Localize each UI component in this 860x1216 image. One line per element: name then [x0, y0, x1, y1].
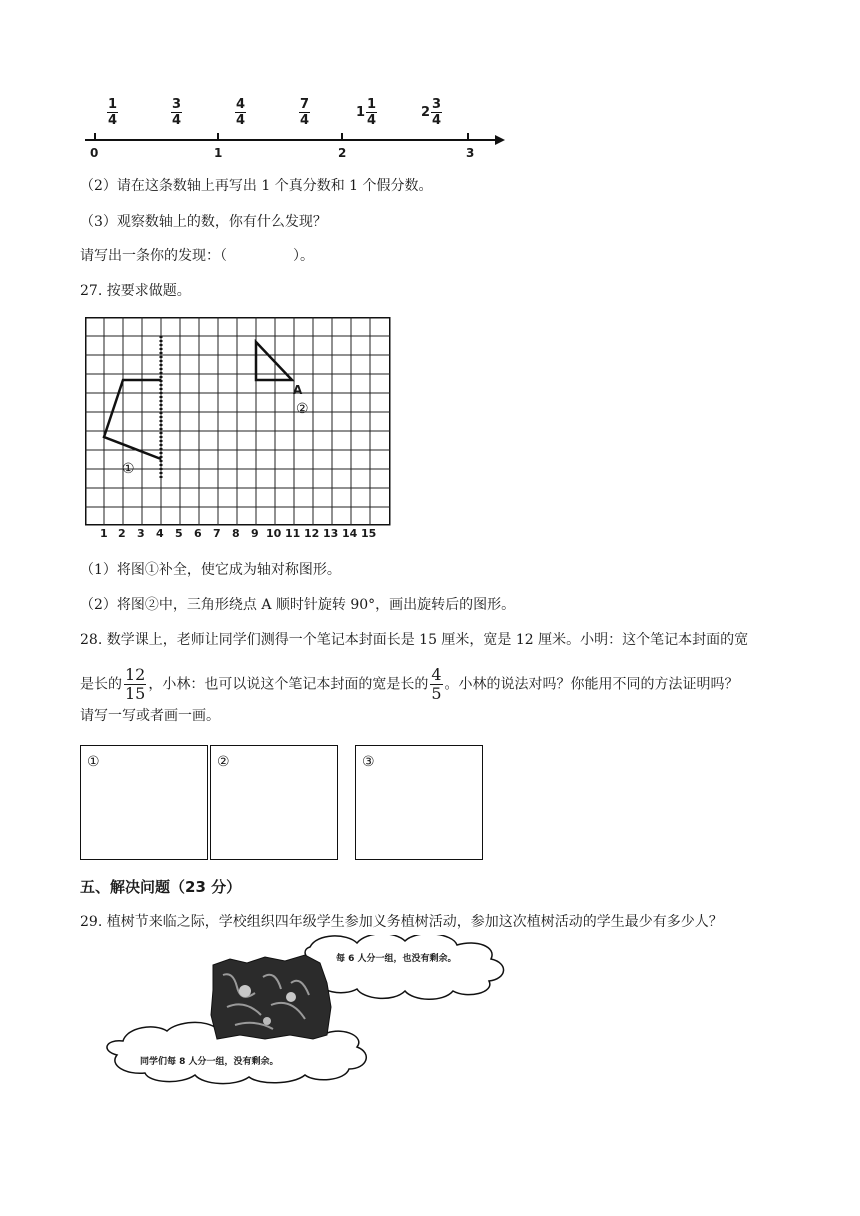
grid-column-number: 11: [285, 527, 301, 540]
point-a-label: A: [293, 383, 303, 397]
q28-line3: 请写一写或者画一画。: [80, 708, 220, 724]
number-line-fraction: 7 4: [300, 97, 310, 128]
number-line-fraction: 4 4: [236, 97, 246, 128]
tick-label-0: 0: [90, 146, 99, 160]
grid-column-number: 4: [156, 527, 164, 540]
answer-box-label: ③: [362, 754, 375, 770]
grid-figure: [85, 317, 392, 527]
grid-column-number: 1: [100, 527, 108, 540]
cloud-bottom-text: 同学们每 8 人分一组，没有剩余。: [140, 1057, 279, 1067]
tick-label-1: 1: [214, 146, 223, 160]
figure-1-half: [104, 380, 161, 459]
grid-column-number: 6: [194, 527, 202, 540]
grid-column-number: 3: [137, 527, 145, 540]
q26-answer-prompt: [80, 246, 314, 266]
q28-text-a: 是长的: [80, 676, 122, 693]
number-line-fraction: 1 4: [108, 97, 118, 128]
answer-box-label: ①: [87, 754, 100, 770]
q28-text-c: 。小林的说法对吗？你能用不同的方法证明吗？: [444, 676, 739, 693]
answer-box-1[interactable]: [80, 745, 208, 860]
answer-prompt-close: ）。: [293, 248, 314, 264]
figure-2-label: ②: [296, 401, 309, 417]
grid-column-number: 13: [323, 527, 339, 540]
fraction-12-15: $\frac{12}{15}$: [125, 665, 146, 703]
grid-column-number: 7: [213, 527, 221, 540]
students-crowd-image: [211, 955, 331, 1039]
number-line-fraction: 3 4: [172, 97, 182, 128]
tick-label-3: 3: [466, 146, 475, 160]
number-line-fraction: 2 3 4: [421, 97, 442, 128]
grid-column-number: 5: [175, 527, 183, 540]
grid-column-number: 2: [118, 527, 126, 540]
number-line-axis: [80, 128, 510, 152]
q28-line2: [80, 666, 739, 703]
grid-column-number: 14: [342, 527, 358, 540]
tick-label-2: 2: [338, 146, 347, 160]
q29-text: 29. 植树节来临之际，学校组织四年级学生参加义务植树活动，参加这次植树活动的学生最少有多少人？: [80, 914, 723, 930]
grid-column-number: 15: [361, 527, 377, 540]
answer-box-2[interactable]: [210, 745, 338, 860]
q27-part1: （1）将图①补全，使它成为轴对称图形。: [80, 562, 341, 578]
q26-part3: （3）观察数轴上的数，你有什么发现？: [80, 214, 327, 230]
number-line-fraction: 1 1 4: [356, 97, 377, 128]
q27-part2: （2）将图②中，三角形绕点 A 顺时针旋转 90°，画出旋转后的图形。: [80, 597, 516, 613]
grid-column-number: 9: [251, 527, 259, 540]
answer-prompt-open: 请写出一条你的发现：（: [80, 248, 227, 264]
speech-cloud-top: [304, 935, 504, 999]
section-5-title: 五、解决问题（23 分）: [80, 878, 242, 896]
q28-line1: 28. 数学课上，老师让同学们测得一个笔记本封面长是 15 厘米，宽是 12 厘米。小明：这个笔记本封面的宽: [80, 632, 749, 648]
grid-column-number: 8: [232, 527, 240, 540]
q27-title: 27. 按要求做题。: [80, 283, 191, 299]
cloud-top-text: 每 6 人分一组，也没有剩余。: [336, 954, 457, 964]
fraction-4-5: $\frac{4}{5}$: [431, 665, 442, 703]
figure-1-label: ①: [122, 461, 135, 477]
q28-text-b: ，小林：也可以说这个笔记本封面的宽是长的: [148, 676, 429, 693]
q26-part2: （2）请在这条数轴上再写出 1 个真分数和 1 个假分数。: [80, 178, 433, 194]
answer-box-3[interactable]: [355, 745, 483, 860]
answer-box-label: ②: [217, 754, 230, 770]
grid-column-number: 10: [266, 527, 282, 540]
grid-column-number: 12: [304, 527, 320, 540]
